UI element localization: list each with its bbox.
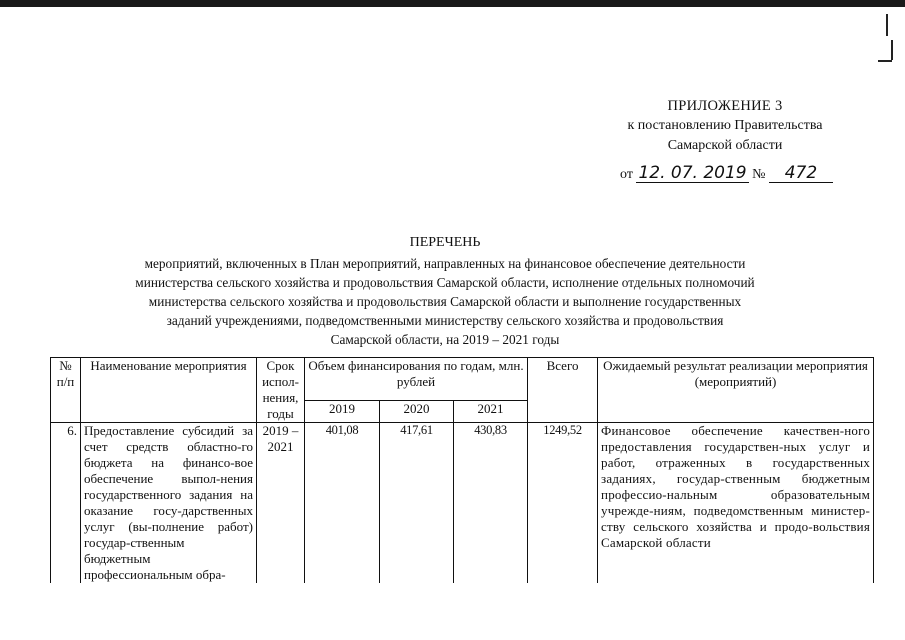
appendix-block xyxy=(560,96,890,156)
scan-edge-mark xyxy=(891,40,893,60)
scan-top-border xyxy=(0,0,905,7)
header-total: Всего xyxy=(528,358,598,423)
row-value-2020: 417,61 xyxy=(380,423,454,584)
scan-edge-mark xyxy=(878,60,892,62)
number-prefix: № xyxy=(752,167,766,182)
document-heading: ПЕРЕЧЕНЬ xyxy=(409,235,481,250)
table-row xyxy=(51,423,874,584)
header-term: Срок испол- нения, годы xyxy=(257,358,305,423)
decree-date-number xyxy=(620,164,833,183)
handwritten-date: 12. 07. 2019 xyxy=(638,163,747,183)
row-number: 6. xyxy=(51,423,81,584)
row-result: Финансовое обеспечение качествен-ного предоставления государствен-ных услуг и работ, отраженных в государственных заданиях, государ-ственным бюджетным профессио-нальным образовательным учрежде-ниям, подведомственным министер-ству сельского хозяйства и продо-вольствия Самарской области xyxy=(598,423,874,584)
header-name: Наименование мероприятия xyxy=(81,358,257,423)
header-result: Ожидаемый результат реализации мероприятия (мероприятий) xyxy=(598,358,874,423)
date-prefix: от xyxy=(620,167,633,182)
header-year-2019: 2019 xyxy=(305,400,380,422)
row-term: 2019 – 2021 xyxy=(257,423,305,584)
subtitle-line: Самарской области, на 2019 – 2021 годы xyxy=(330,332,560,347)
scan-edge-mark xyxy=(886,14,888,36)
row-name: Предоставление субсидий за счет средств областно-го бюджета на финансо-вое обеспечение выпол-нения государственного задания на оказание госу-дарственных услуг (вы-полнение работ) государ-ственным бюджетным профессиональным обра- xyxy=(81,423,257,584)
subtitle-line: заданий учреждениями, подведомственными министерству сельского хозяйства и продовольствия xyxy=(166,313,724,328)
row-value-2019: 401,08 xyxy=(305,423,380,584)
row-total: 1249,52 xyxy=(528,423,598,584)
header-year-2021: 2021 xyxy=(454,400,528,422)
appendix-line: к постановлению Правительства xyxy=(627,118,823,133)
header-year-2020: 2020 xyxy=(380,400,454,422)
appendix-line: Самарской области xyxy=(667,138,783,153)
appendix-title: ПРИЛОЖЕНИЕ 3 xyxy=(667,98,783,114)
header-num: № п/п xyxy=(51,358,81,423)
subtitle-line: мероприятий, включенных в План мероприятий, направленных на финансовое обеспечение деятельности xyxy=(144,256,746,271)
subtitle-line: министерства сельского хозяйства и продовольствия Самарской области, исполнение отдельных полномочий xyxy=(135,275,755,290)
subtitle-line: министерства сельского хозяйства и продовольствия Самарской области и выполнение государственных xyxy=(148,294,742,309)
handwritten-number: 472 xyxy=(769,164,833,183)
document-subtitle xyxy=(85,254,805,349)
plan-table xyxy=(50,357,874,583)
header-funding: Объем финансирования по годам, млн. рублей xyxy=(305,358,528,401)
row-value-2021: 430,83 xyxy=(454,423,528,584)
